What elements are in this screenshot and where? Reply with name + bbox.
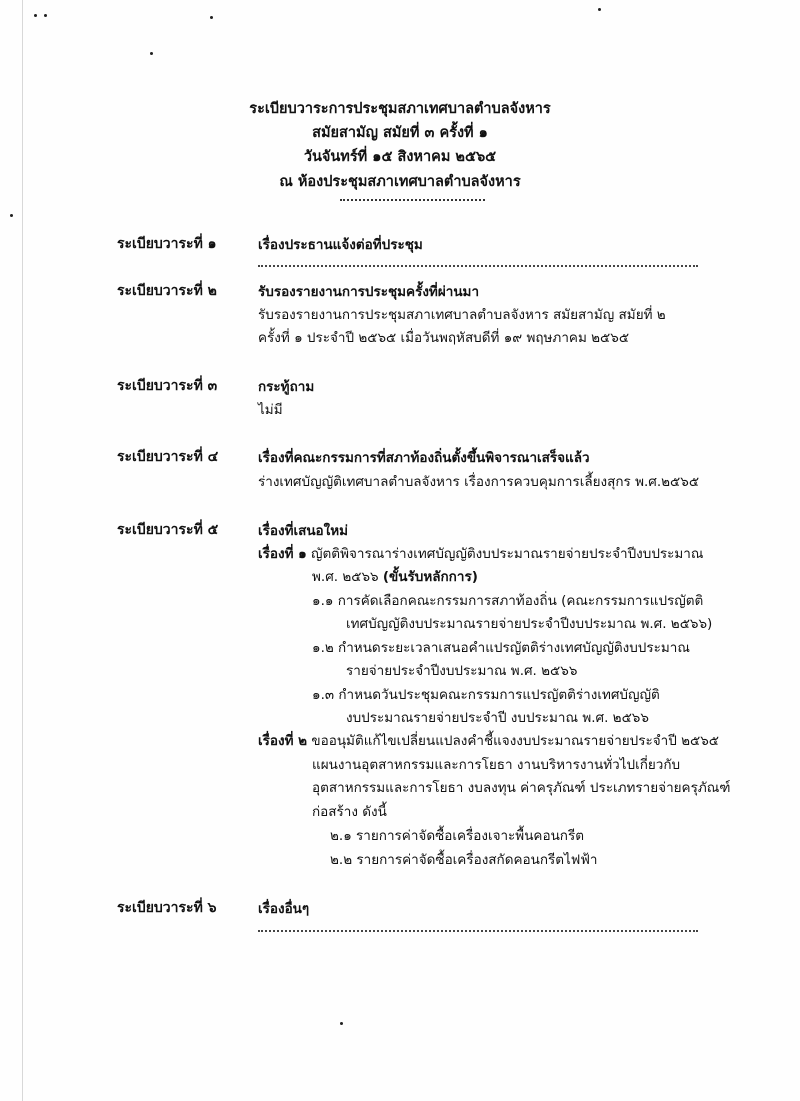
agenda-3-title: กระทู้ถาม [258,379,315,395]
agenda-5-label: ระเบียบวาระที่ ๕ [117,522,219,538]
agenda-1-title: เรื่องประธานแจ้งต่อที่ประชุม [258,237,423,253]
header-line-1: ระเบียบวาระการประชุมสภาเทศบาลตำบลจังหาร [249,101,551,117]
sub-1-2-line-b: รายจ่ายประจำปีงบประมาณ พ.ศ. ๒๕๖๖ [346,663,578,679]
scan-speck [340,1022,343,1025]
scan-speck [10,214,13,217]
header-line-2: สมัยสามัญ สมัยที่ ๓ ครั้งที่ ๑ [312,125,488,141]
item-1-text: ญัตติพิจารณาร่างเทศบัญญัติงบประมาณรายจ่ายประจำปีงบประมาณ [306,546,704,562]
agenda-5-title: เรื่องที่เสนอใหม่ [258,523,349,539]
agenda-4-label: ระเบียบวาระที่ ๔ [117,449,219,465]
sub-1-2-line-a: ๑.๒ กำหนดระยะเวลาเสนอคำแปรญัตติร่างเทศบัญญัติงบประมาณ [312,640,690,656]
item-2-line-2: แผนงานอุตสาหกรรมและการโยธา งานบริหารงานทั่วไปเกี่ยวกับ [312,757,681,773]
agenda-2-title: รับรองรายงานการประชุมครั้งที่ผ่านมา [258,284,480,300]
sub-1-3-line-a: ๑.๓ กำหนดวันประชุมคณะกรรมการแปรญัตติร่างเทศบัญญัติ [312,687,660,703]
header-line-3: วันจันทร์ที่ ๑๕ สิงหาคม ๒๕๖๕ [303,149,497,165]
agenda-3-label: ระเบียบวาระที่ ๓ [117,378,218,394]
scan-speck [598,8,601,11]
agenda-4-line-1: ร่างเทศบัญญัติเทศบาลตำบลจังหาร เรื่องการควบคุมการเลี้ยงสุกร พ.ศ.๒๕๖๕ [258,474,700,490]
item-1-heading: เรื่องที่ ๑ [258,546,307,562]
agenda-5-item-1-cont [312,565,478,587]
agenda-2-line-2: ครั้งที่ ๑ ประจำปี ๒๕๖๕ เมื่อวันพฤหัสบดีที่ ๑๙ พฤษภาคม ๒๕๖๕ [258,330,630,346]
scan-speck [34,14,37,17]
agenda-6-label: ระเบียบวาระที่ ๖ [117,900,217,916]
agenda-2-line-1: รับรองรายงานการประชุมสภาเทศบาลตำบลจังหาร สมัยสามัญ สมัยที่ ๒ [258,307,666,323]
agenda-5-item-2 [258,729,719,751]
scan-speck [210,16,213,19]
header-dotted-separator [340,199,485,201]
agenda-3-line-1: ไม่มี [258,402,283,418]
scan-speck [150,52,153,55]
agenda-5-item-1 [258,542,703,564]
item-2-heading: เรื่องที่ ๒ [258,733,308,749]
sub-2-2: ๒.๒ รายการค่าจัดซื้อเครื่องสกัดคอนกรีตไฟฟ้า [330,852,598,868]
item-1-cont-text: พ.ศ. ๒๕๖๖ [312,569,383,585]
item-2-line-4: ก่อสร้าง ดังนี้ [312,804,387,820]
agenda-1-dotted-line [258,265,698,267]
sub-1-3-line-b: งบประมาณรายจ่ายประจำปี งบประมาณ พ.ศ. ๒๕๖๖ [346,710,649,726]
item-2-line-3: อุตสาหกรรมและการโยธา งบลงทุน ค่าครุภัณฑ์ ประเภทรายจ่ายครุภัณฑ์ [312,780,731,796]
sub-1-1-line-a: ๑.๑ การคัดเลือกคณะกรรมการสภาท้องถิ่น (คณะกรรมการแปรญัตติ [312,593,704,609]
item-1-stage: (ขั้นรับหลักการ) [382,569,478,585]
header-line-4: ณ ห้องประชุมสภาเทศบาลตำบลจังหาร [279,174,521,190]
agenda-4-title: เรื่องที่คณะกรรมการที่สภาท้องถิ่นตั้งขึ้นพิจารณาเสร็จแล้ว [258,450,590,466]
agenda-2-label: ระเบียบวาระที่ ๒ [117,283,217,299]
scan-speck [44,14,47,17]
agenda-6-title: เรื่องอื่นๆ [258,901,310,917]
item-2-text: ขออนุมัติแก้ไขเปลี่ยนแปลงคำชี้แจงงบประมาณรายจ่ายประจำปี ๒๕๖๕ [307,733,720,749]
sub-1-1-line-b: เทศบัญญัติงบประมาณรายจ่ายประจำปีงบประมาณ พ.ศ. ๒๕๖๖) [346,616,713,632]
agenda-6-dotted-line [258,930,698,932]
agenda-1-label: ระเบียบวาระที่ ๑ [117,236,217,252]
sub-2-1: ๒.๑ รายการค่าจัดซื้อเครื่องเจาะพื้นคอนกรีต [330,828,584,844]
